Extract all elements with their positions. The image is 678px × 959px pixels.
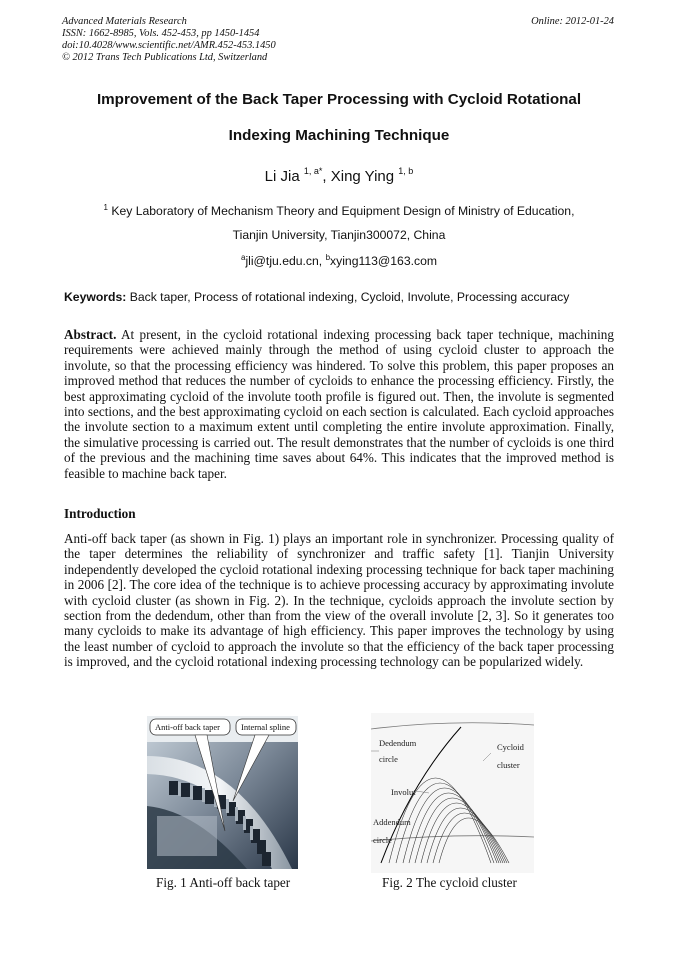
email-a: jli@tju.edu.cn, — [245, 254, 326, 268]
label-cycloid: Cycloid — [497, 742, 524, 752]
cycloid-cluster-diagram — [371, 713, 534, 873]
author-1-name: Li Jia — [264, 168, 300, 185]
paper-title-line-2: Indexing Machining Technique — [228, 127, 450, 144]
figure-2-caption: Fig. 2 The cycloid cluster — [382, 875, 517, 890]
callout-internal-spline: Internal spline — [241, 722, 290, 732]
online-date: Online: 2012-01-24 — [531, 16, 614, 27]
email-a-marker: a — [240, 253, 246, 262]
label-addendum: Addendum — [373, 817, 411, 827]
label-involut: Involut — [391, 787, 416, 797]
introduction-heading: Introduction — [64, 506, 136, 521]
issn-line: ISSN: 1662-8985, Vols. 452-453, pp 1450-1454 — [62, 28, 260, 39]
copyright-line: © 2012 Trans Tech Publications Ltd, Switzerland — [62, 52, 268, 63]
author-separator: , — [322, 168, 331, 185]
paper-title-line-1: Improvement of the Back Taper Processing with Cycloid Rotational — [96, 91, 582, 108]
label-dedendum: Dedendum — [379, 738, 417, 748]
author-2-affil: 1, b — [398, 166, 414, 176]
label-dedendum-circle: circle — [379, 754, 398, 764]
abstract-text: At present, in the cycloid rotational indexing processing back taper technique, machining requirements were achieved mainly through the method of using cycloid cluster to approach the involute, so that the processing efficiency was hindered. To solve this problem, this paper proposes an improved method that reduces the number of cycloids to enhance the processing efficiency. Firstly, the best approximating cycloid of the involute tooth profile is figured out. Then, the involute is segmented into sections, and the best approximating cycloid on each section is calculated. Each cycloid approaches the involute section to a maximum extent until completing the entire involute approximation. Finally, the simulative processing is carried out. The result demonstrates that the number of cycloids is one third of the previous and the machining time saves about 64%. This indicates that the improved method is feasible to machine back taper. — [64, 327, 614, 481]
back-taper-photo — [147, 716, 298, 869]
author-1-affil: 1, a* — [303, 166, 323, 176]
email-line — [40, 253, 638, 268]
journal-header — [62, 16, 276, 64]
abstract-label: Abstract. — [64, 327, 117, 342]
author-2-name: Xing Ying — [330, 168, 395, 185]
figure-2-diagram — [371, 713, 534, 873]
doi-line: doi:10.4028/www.scientific.net/AMR.452-453.1450 — [62, 40, 276, 51]
keywords-text: Back taper, Process of rotational indexing, Cycloid, Involute, Processing accuracy — [126, 290, 570, 304]
email-b-marker: b — [325, 253, 331, 262]
affiliation-line-1 — [40, 203, 638, 218]
callout-anti-off-back-taper: Anti-off back taper — [155, 722, 220, 732]
email-b: xying113@163.com — [330, 254, 438, 268]
abstract-paragraph — [64, 327, 614, 481]
introduction-paragraph: Anti-off back taper (as shown in Fig. 1) plays an important role in synchronizer. Processing quality of the taper determines the reliability of synchronizer and traffic safety [1]. Tianjin University independently developed the cycloid rotational indexing processing technique for back taper machining in 2006 [2]. The core idea of the technique is to achieve processing accuracy by approximating involute with cycloid cluster (as shown in Fig. 2). In the technique, cycloids approach the involute section by section from the dedendum, other than from the view of the overall involute [2, 3]. So it generates too many cycloids to make its advantage of high efficiency. This paper improves the technology by using the least number of cycloid to approach the involute so that the efficiency of the back taper processing is improved, and the cycloid rotational indexing processing technology can be popularized widely. — [64, 531, 614, 670]
label-cycloid-cluster: cluster — [497, 760, 520, 770]
figure-1-photo — [147, 716, 298, 869]
label-addendum-circle: circle — [373, 835, 392, 845]
figure-1-caption: Fig. 1 Anti-off back taper — [156, 875, 291, 890]
journal-name: Advanced Materials Research — [62, 16, 187, 27]
keywords-label: Keywords: — [64, 290, 127, 304]
author-list — [40, 166, 638, 185]
affiliation-marker: 1 — [103, 203, 108, 212]
affiliation-text-1: Key Laboratory of Mechanism Theory and Equipment Design of Ministry of Education, — [107, 204, 575, 218]
keywords — [64, 290, 624, 304]
affiliation-line-2: Tianjin University, Tianjin300072, China — [232, 228, 446, 242]
